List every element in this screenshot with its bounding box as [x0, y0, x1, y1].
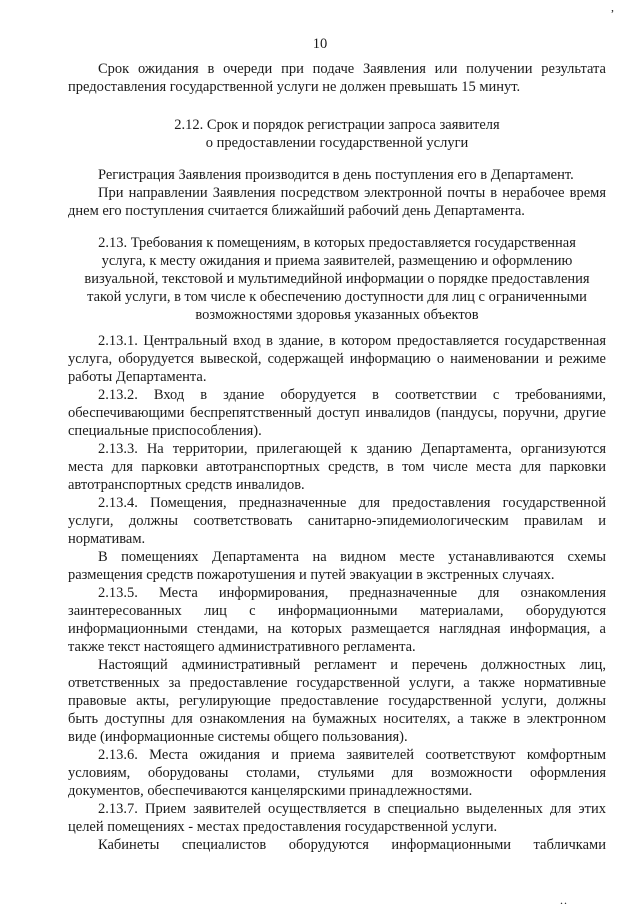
heading-line: 2.13. Требования к помещениям, в которых предоставляется государственная — [98, 235, 576, 251]
section-heading-2-12 — [68, 116, 606, 152]
text-line: условиям, оборудованы столами, стульями для возможности оформления — [68, 765, 606, 781]
text-line: информационными стендами, на которых размещается наглядная информация, а — [68, 621, 606, 637]
text-line: 2.13.7. Прием заявителей осуществляется в специально выделенных для этих — [98, 801, 606, 817]
text-line: Регистрация Заявления производится в день поступления его в Департамент. — [98, 167, 574, 183]
text-line: работы Департамента. — [68, 369, 207, 385]
text-line: 2.13.4. Помещения, предназначенные для предоставления государственной — [98, 495, 606, 511]
text-line: правовые акты, регулирующие предоставление государственной услуги, должны — [68, 693, 606, 709]
text-line: места для парковки автотранспортных средств, в том числе места для парковки — [68, 459, 606, 475]
text-line: Кабинеты специалистов оборудуются информационными табличками — [98, 837, 606, 853]
heading-line: услуга, к месту ожидания и приема заявителей, размещению и оформлению — [101, 253, 573, 269]
text-line: также текст настоящего административного регламента. — [68, 639, 416, 655]
heading-line: возможностями здоровья указанных объектов — [195, 307, 479, 323]
heading-line: о предоставлении государственной услуги — [205, 135, 469, 151]
paragraph-registration — [68, 166, 606, 220]
text-line: 2.13.1. Центральный вход в здание, в котором предоставляется государственная — [98, 333, 606, 349]
text-line: целей помещениях - местах предоставления государственной услуги. — [68, 819, 498, 835]
heading-line: 2.12. Срок и порядок регистрации запроса заявителя — [174, 117, 500, 133]
paragraph-queue-time — [68, 60, 606, 96]
page-edge-mark: .. — [560, 893, 568, 907]
text-line: услуга, оборудуется вывеской, содержащей информацию о наименовании и режиме — [68, 351, 606, 367]
text-line: документов, обеспечиваются канцелярскими принадлежностями. — [68, 783, 473, 799]
text-line: днем его поступления считается ближайший рабочий день Департамента. — [68, 203, 525, 219]
text-line: обеспечивающими беспрепятственный доступ инвалидов (пандусы, поручни, другие — [68, 405, 606, 421]
text-line: услуги, должны соответствовать санитарно-эпидемиологическим правилам и — [68, 513, 606, 529]
text-line: Срок ожидания в очереди при подаче Заявления или получении результата — [98, 61, 606, 77]
text-line: 2.13.5. Места информирования, предназначенные для ознакомления — [98, 585, 606, 601]
text-line: При направлении Заявления посредством электронной почты в нерабочее время — [98, 185, 606, 201]
text-line: ответственных за предоставление государственной услуги, а также нормативные — [68, 675, 606, 691]
heading-line: такой услуги, в том числе к обеспечению доступности для лиц с ограниченными — [87, 289, 587, 305]
text-line: 2.13.3. На территории, прилегающей к зданию Департамента, организуются — [98, 441, 606, 457]
text-line: нормативам. — [68, 531, 146, 547]
page-number: 10 — [312, 36, 328, 52]
corner-mark: , — [611, 0, 614, 14]
text-line: виде (информационные системы общего пользования). — [68, 729, 408, 745]
text-line: 2.13.2. Вход в здание оборудуется в соответствии с требованиями, — [98, 387, 606, 403]
text-line: размещения средств пожаротушения и путей эвакуации в экстренных случаях. — [68, 567, 555, 583]
text-line: специальные приспособления). — [68, 423, 262, 439]
section-body-2-13 — [68, 332, 606, 854]
text-line: автотранспортных средств инвалидов. — [68, 477, 305, 493]
text-line: В помещениях Департамента на видном месте устанавливаются схемы — [98, 549, 606, 565]
section-heading-2-13 — [68, 234, 606, 324]
text-line: 2.13.6. Места ожидания и приема заявителей соответствуют комфортным — [98, 747, 606, 763]
text-line: заинтересованных лиц с информационными материалами, оборудуются — [68, 603, 606, 619]
text-line: предоставления государственной услуги не должен превышать 15 минут. — [68, 79, 521, 95]
text-line: Настоящий административный регламент и перечень должностных лиц, — [98, 657, 606, 673]
text-line: быть доступны для ознакомления на бумажных носителях, а также в электронном — [68, 711, 606, 727]
heading-line: визуальной, текстовой и мультимедийной информации о порядке предоставления — [84, 271, 590, 287]
